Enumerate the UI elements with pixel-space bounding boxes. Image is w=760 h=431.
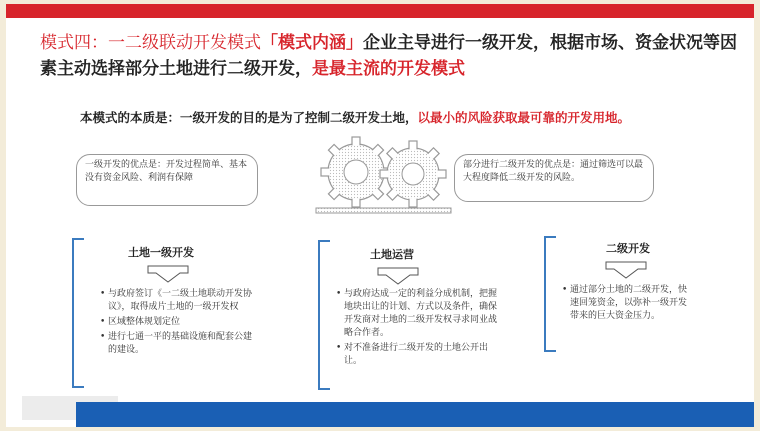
column-heading-secondary: 二级开发 [606, 242, 650, 255]
footer-blue-bar [76, 402, 754, 427]
title-highlight: 是最主流的开发模式 [312, 59, 465, 79]
essence-prefix: 本模式的本质是：一级开发的目的是为了控制二级开发土地， [80, 110, 418, 125]
title-connotation: 「模式内涵」 [261, 33, 363, 53]
callout-primary-advantage: 一级开发的优点是：开发过程简单、基本没有资金风险、利润有保障 [76, 154, 258, 206]
list-item: • 区域整体规划定位 [100, 316, 260, 329]
down-arrow-icon [604, 260, 648, 280]
down-arrow-icon [376, 266, 420, 286]
column-bracket-2 [318, 240, 330, 390]
slide [6, 4, 754, 427]
essence-highlight: 以最小的风险获取最可靠的开发用地。 [417, 110, 631, 125]
column-bullets-secondary [562, 284, 692, 325]
column-bullets-operation [336, 288, 504, 370]
title-mode-label: 模式四：一二级联动开发模式 [40, 33, 261, 53]
list-item: • 与政府达成一定的利益分成机制，把握地块出让的计划、方式以及条件，确保开发商对土地的二级开发权寻求同业战略合作者。 [336, 288, 504, 340]
top-red-bar [6, 4, 754, 18]
column-bracket-1 [72, 238, 84, 388]
column-bullets-primary [100, 288, 260, 359]
essence-statement [80, 108, 630, 126]
list-item: • 进行七通一平的基础设施和配套公建的建设。 [100, 331, 260, 357]
column-heading-operation: 土地运营 [370, 248, 414, 261]
down-arrow-icon [146, 264, 190, 284]
list-item: • 对不准备进行二级开发的土地公开出让。 [336, 342, 504, 368]
page-title [40, 30, 740, 82]
callout-secondary-advantage: 部分进行二级开发的优点是：通过筛选可以最大程度降低二级开发的风险。 [454, 154, 654, 202]
gears-icon [311, 132, 456, 214]
column-bracket-3 [544, 236, 556, 352]
list-item: • 通过部分土地的二级开发，快速回笼资金，以弥补一级开发带来的巨大资金压力。 [562, 284, 692, 323]
title-description: 企业主导进行一级开发，根据市场、资金状况等因素主动选择部分土地进行二级开发， [40, 33, 737, 79]
column-heading-primary: 土地一级开发 [128, 246, 194, 259]
list-item: • 与政府签订《一二级土地联动开发协议》，取得成片土地的一级开发权 [100, 288, 260, 314]
